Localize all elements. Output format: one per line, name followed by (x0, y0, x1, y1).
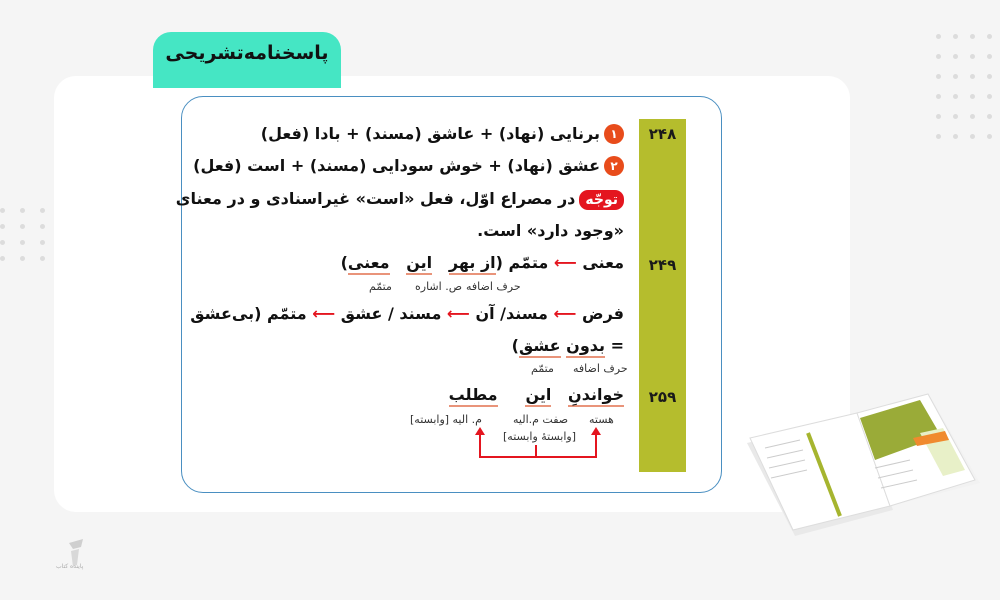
answer-line: فرض ⟵ مسند/ آن ⟵ مسند / عشق ⟵ متمّم (بی‌عشق (190, 304, 624, 323)
arrow-left-icon: ⟵ (553, 304, 577, 323)
decorative-dots (0, 208, 45, 261)
question-number-gutter (639, 119, 686, 472)
brand-logo-icon (55, 530, 95, 580)
question-number: ۲۴۸ (648, 125, 677, 143)
arrow-left-icon: ⟵ (553, 253, 577, 272)
arrow-left-icon: ⟵ (446, 304, 470, 323)
question-number: ۲۵۹ (648, 388, 677, 406)
answer-line: «وجود دارد» است. (477, 221, 624, 240)
note-tag: توجّه (579, 190, 624, 210)
page-title: پاسخنامه‌تشریحی (165, 42, 329, 64)
number-badge: ۲ (604, 156, 624, 176)
book-image (745, 388, 980, 538)
decorative-dots (936, 34, 992, 139)
answer-line: توجّهدر مصراع اوّل، فعل «است» غیراسنادی و در معنای (176, 189, 624, 210)
answer-line: ۲عشق (نهاد) + خوش سودایی (مسند) + است (فعل) (193, 156, 624, 176)
brand-logo-text: پاینده کتاب (56, 563, 84, 570)
dependency-arrows (470, 425, 605, 465)
question-number: ۲۴۹ (648, 256, 677, 274)
arrow-left-icon: ⟵ (312, 304, 336, 323)
title-tab (153, 32, 341, 88)
page: پاسخنامه‌تشریحی ۲۴۸ ۱برنایی (نهاد) + عاشق (مسند) + بادا (فعل) ۲عشق (نهاد) + خوش سودایی (مسند) + است (فعل) توجّهدر مصراع اوّل، فعل «است» غیراسنادی و در معنای «وجود دارد» است. ۲۴۹ معنی ⟵ متمّم (از بهر این معنی) حرف اضافه ص. اشاره متمّم فرض ⟵ مسند/ آن ⟵ مسند / عشق ⟵ متمّم (بی‌عشق = بدون عشق) حرف اضافه متمّم ۲۵۹ خواندنِ این مطلب هسته صفت م.الیه م. الیه [وابسته] [وابستهٔ وابسته] پاینده کتاب (0, 0, 1000, 600)
answer-line: معنی ⟵ متمّم (از بهر این معنی) (341, 253, 624, 272)
answer-line: = بدون عشق) (512, 336, 624, 355)
answer-line: خواندنِ این مطلب (449, 385, 624, 404)
answer-line: ۱برنایی (نهاد) + عاشق (مسند) + بادا (فعل) (261, 124, 624, 144)
number-badge: ۱ (604, 124, 624, 144)
